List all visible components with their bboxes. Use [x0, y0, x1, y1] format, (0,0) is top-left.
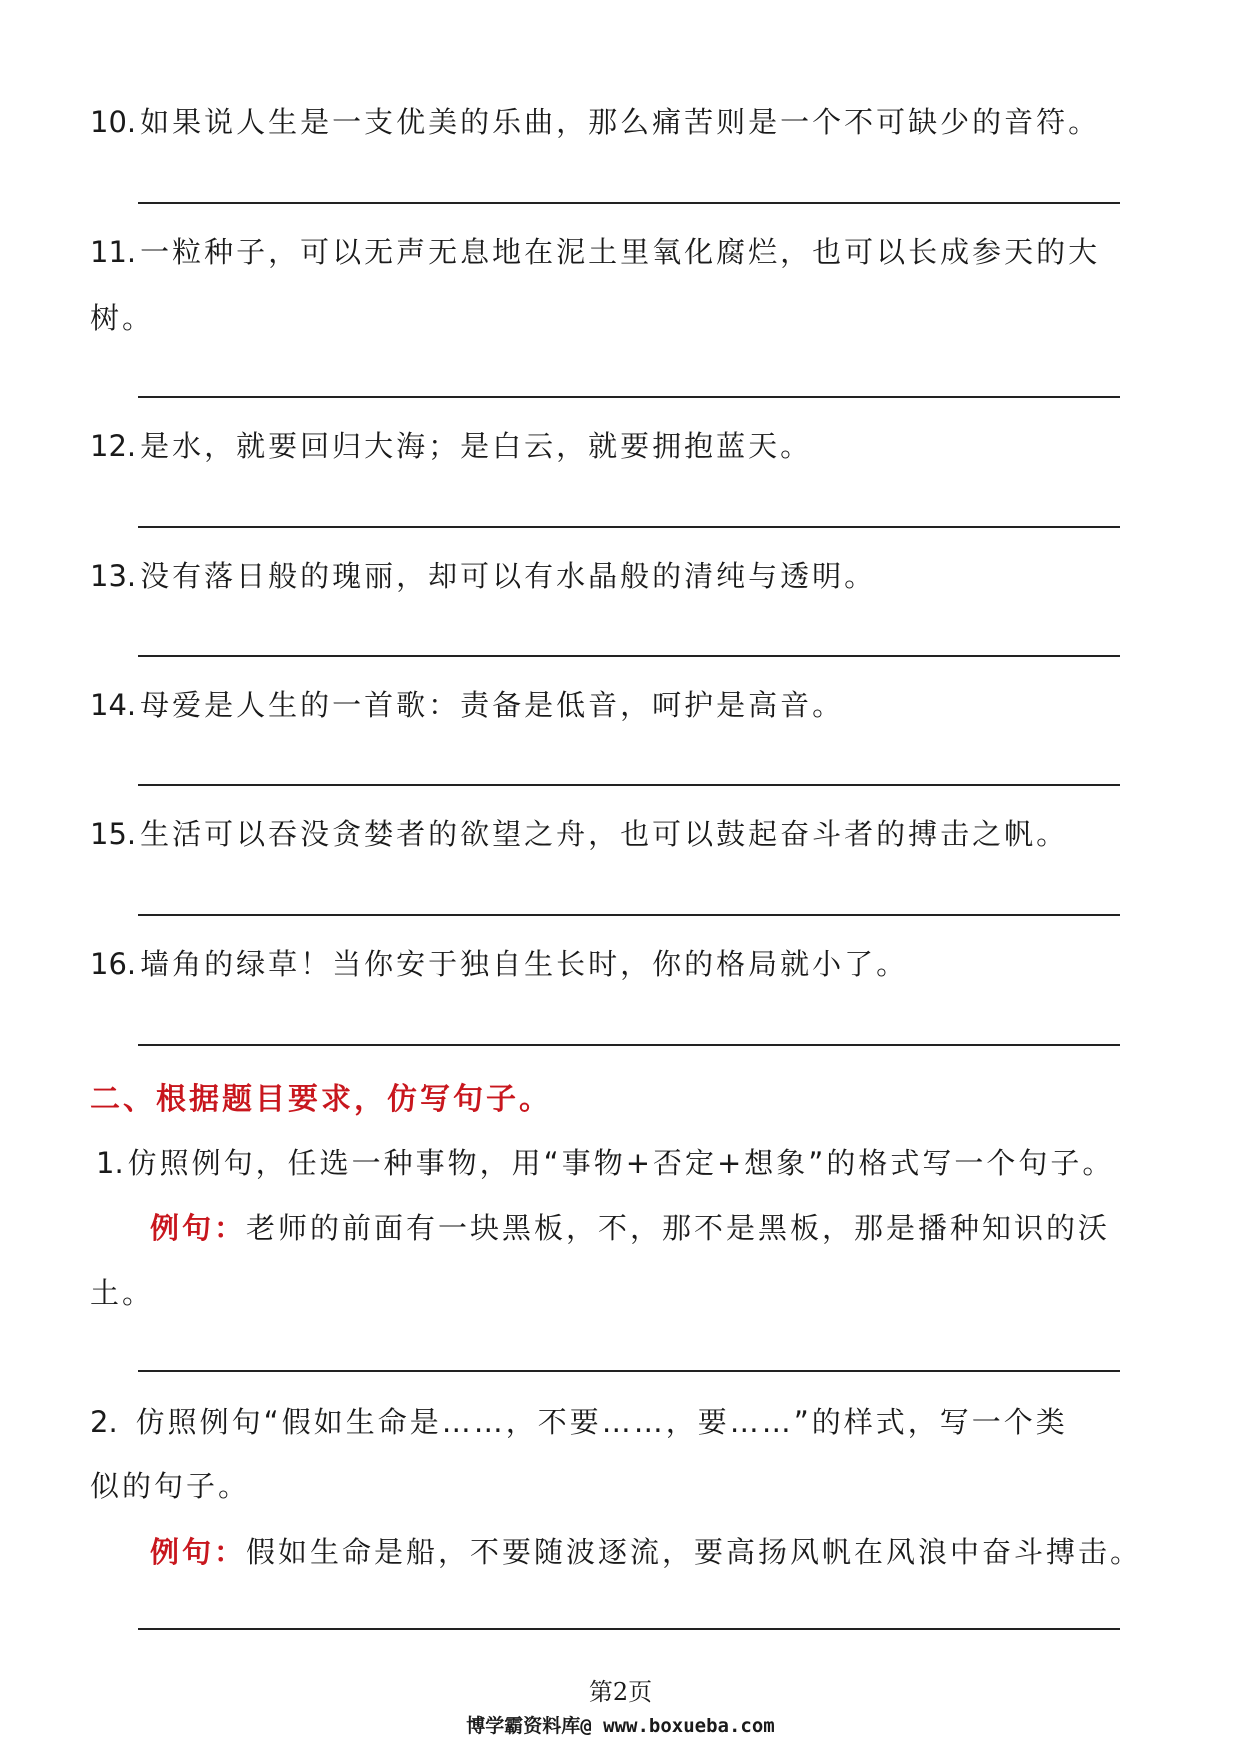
item-text: 墙角的绿草！当你安于独自生长时，你的格局就小了。: [140, 947, 909, 981]
question-text: 仿照例句“假如生命是……，不要……，要……”的样式，写一个类: [135, 1405, 1068, 1439]
item-text: 没有落日般的瑰丽，却可以有水晶般的清纯与透明。: [140, 559, 877, 593]
example-label: 例句：: [150, 1535, 247, 1569]
question-1: [96, 1143, 1114, 1183]
item-13: [90, 556, 876, 596]
page-number: 第2页: [588, 1678, 653, 1706]
question-text: 仿照例句，任选一种事物，用“事物+否定+想象”的格式写一个句子。: [127, 1146, 1115, 1180]
example-1: [150, 1208, 1110, 1248]
item-text: 母爱是人生的一首歌：责备是低音，呵护是高音。: [140, 688, 845, 722]
item-text: 生活可以吞没贪婪者的欲望之舟，也可以鼓起奋斗者的搏击之帆。: [140, 817, 1069, 851]
question-text: 似的句子。: [90, 1469, 251, 1503]
item-text: 树。: [90, 301, 155, 335]
item-number: 16.: [90, 947, 137, 981]
item-number: 13.: [90, 559, 137, 593]
section-title: 二、根据题目要求，仿写句子。: [90, 1082, 552, 1117]
item-text: 是水，就要回归大海；是白云，就要拥抱蓝天。: [140, 429, 813, 463]
answer-line[interactable]: [138, 396, 1120, 398]
footer-site: 博学霸资料库@ www.boxueba.com: [466, 1715, 775, 1737]
item-16: [90, 944, 908, 984]
item-number: 10.: [90, 105, 137, 139]
answer-line[interactable]: [138, 784, 1120, 786]
item-number: 12.: [90, 429, 137, 463]
item-text: 一粒种子，可以无声无息地在泥土里氧化腐烂，也可以长成参天的大: [140, 235, 1101, 269]
item-11: [90, 232, 1100, 272]
answer-line[interactable]: [138, 1628, 1120, 1630]
answer-line[interactable]: [138, 526, 1120, 528]
answer-line[interactable]: [138, 1044, 1120, 1046]
example-text: 假如生命是船，不要随波逐流，要高扬风帆在风浪中奋斗搏击。: [246, 1535, 1143, 1569]
answer-line[interactable]: [138, 655, 1120, 657]
question-number: 1.: [96, 1146, 124, 1180]
question-2-continued: [90, 1466, 250, 1506]
item-number: 11.: [90, 235, 137, 269]
item-15: [90, 814, 1068, 854]
question-2: [90, 1402, 1068, 1442]
answer-line[interactable]: [138, 914, 1120, 916]
item-10: [90, 102, 1100, 142]
item-12: [90, 426, 812, 466]
item-text: 如果说人生是一支优美的乐曲，那么痛苦则是一个不可缺少的音符。: [140, 105, 1101, 139]
item-number: 15.: [90, 817, 137, 851]
item-11-continued: [90, 298, 154, 338]
example-1-continued: [90, 1273, 154, 1313]
item-14: [90, 685, 844, 725]
example-2: [150, 1532, 1142, 1572]
item-number: 14.: [90, 688, 137, 722]
answer-line[interactable]: [138, 202, 1120, 204]
example-label: 例句：: [150, 1211, 247, 1245]
example-text: 老师的前面有一块黑板，不，那不是黑板，那是播种知识的沃: [246, 1211, 1111, 1245]
question-number: 2.: [90, 1405, 118, 1439]
answer-line[interactable]: [138, 1370, 1120, 1372]
example-text: 土。: [90, 1276, 155, 1310]
